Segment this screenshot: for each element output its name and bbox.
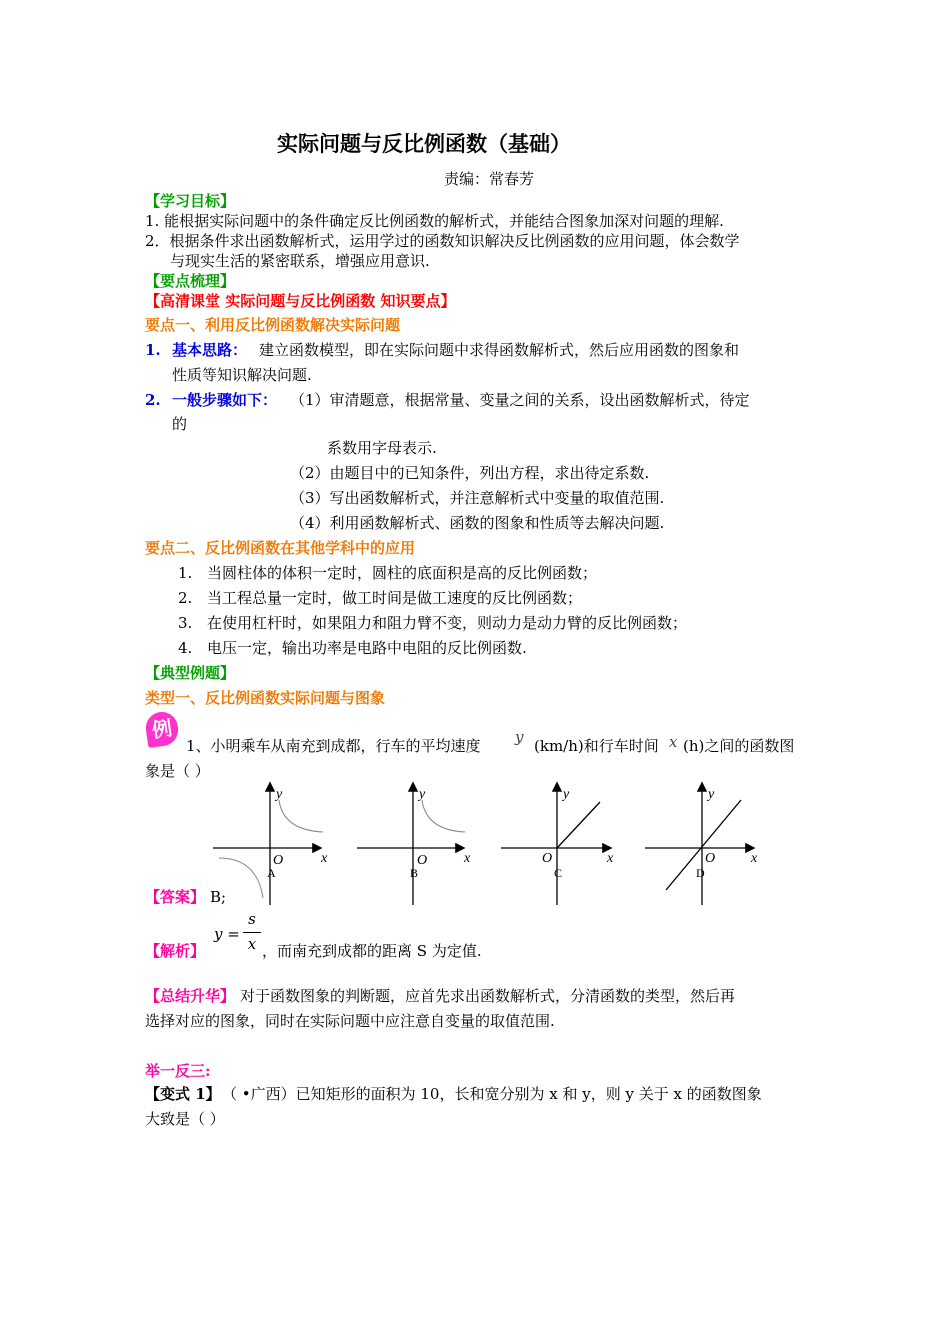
- app-item-1-text: 当圆柱体的体积一定时，圆柱的底面积是高的反比例函数；: [207, 564, 598, 582]
- app-item-4-num: 4.: [178, 639, 193, 657]
- graph-b-curve: [422, 800, 465, 832]
- keypoints-heading: 【要点梳理】: [145, 272, 236, 290]
- variant-label: 【变式 1】: [145, 1085, 221, 1103]
- objective-item-1: 1. 能根据实际问题中的条件确定反比例函数的解析式，并能结合图象加深对问题的理解.: [145, 212, 724, 230]
- graph-c-label: C: [554, 866, 563, 880]
- basic-text-line2: 性质等知识解决问题.: [172, 366, 312, 384]
- q1-var-x: x: [669, 733, 678, 751]
- graph-a[interactable]: [213, 784, 328, 905]
- summary-label: 【总结升华】: [145, 987, 236, 1005]
- step1-line2: 的: [172, 415, 188, 433]
- basic-num: 1.: [145, 341, 161, 359]
- analysis-text: ，而南充到成都的距离 S 为定值.: [262, 942, 482, 960]
- editor-line: 责编：常春芳: [444, 170, 535, 188]
- formula-numerator: s: [248, 910, 256, 928]
- graph-d-x: x: [751, 851, 758, 866]
- q1-suffix: (h)之间的函数图: [683, 737, 795, 755]
- graph-c[interactable]: [501, 784, 614, 905]
- graph-c-line: [557, 802, 600, 848]
- graph-c-origin: O: [542, 851, 553, 866]
- steps-label: 一般步骤如下：: [172, 391, 278, 409]
- graph-b-y: y: [419, 787, 426, 802]
- video-label: 【高清课堂 实际问题与反比例函数 知识要点】: [145, 292, 456, 310]
- graph-a-curve-q1: [279, 800, 323, 832]
- graph-a-label: A: [267, 866, 276, 880]
- graph-a-x: x: [321, 851, 328, 866]
- type1-heading: 类型一、反比例函数实际问题与图象: [145, 689, 386, 707]
- app-item-1-num: 1.: [178, 564, 193, 582]
- graph-d-y: y: [708, 787, 715, 802]
- formula-bar: [243, 932, 261, 933]
- objective-item-2-line2: 与现实生活的紧密联系，增强应用意识.: [170, 252, 430, 270]
- graph-a-origin: O: [273, 853, 284, 868]
- app-item-3-text: 在使用杠杆时，如果阻力和阻力臂不变，则动力是动力臂的反比例函数；: [207, 614, 688, 632]
- basic-text-line1: 建立函数模型，即在实际问题中求得函数解析式，然后应用函数的图象和: [259, 341, 740, 359]
- graph-d-origin: O: [705, 851, 716, 866]
- page-title: 实际问题与反比例函数（基础）: [277, 131, 571, 156]
- q1-line2: 象是（ ）: [145, 762, 210, 780]
- q1-prefix: 1、小明乘车从南充到成都，行车的平均速度: [186, 737, 481, 755]
- step3: （3）写出函数解析式，并注意解析式中变量的取值范围.: [290, 489, 665, 507]
- step1-line1: （1）审清题意，根据常量、变量之间的关系，设出函数解析式，待定: [290, 391, 750, 409]
- step1-line3: 系数用字母表示.: [327, 439, 437, 457]
- answer-value: B;: [210, 888, 227, 906]
- graph-d[interactable]: [645, 784, 758, 905]
- objective-item-2-line1: 2．根据条件求出函数解析式，运用学过的函数知识解决反比例函数的应用问题，体会数学: [145, 232, 740, 250]
- example-badge-icon: 例: [144, 710, 180, 748]
- formula-lhs: y =: [214, 925, 240, 943]
- formula-denominator: x: [247, 935, 257, 953]
- point2-heading: 要点二、反比例函数在其他学科中的应用: [145, 539, 416, 557]
- practice-heading: 举一反三:: [145, 1062, 211, 1080]
- graph-c-y: y: [563, 787, 570, 802]
- graph-c-x: x: [607, 851, 614, 866]
- basic-label: 基本思路：: [172, 341, 248, 359]
- graph-d-label: D: [696, 866, 705, 880]
- variant-line1: （ •广西）已知矩形的面积为 10，长和宽分别为 x 和 y，则 y 关于 x 的函数图象: [222, 1085, 762, 1103]
- point1-heading: 要点一、利用反比例函数解决实际问题: [145, 316, 401, 334]
- analysis-label: 【解析】: [145, 942, 206, 960]
- graph-a-y: y: [276, 787, 283, 802]
- answer-label: 【答案】: [145, 888, 206, 906]
- graph-b-label: B: [410, 866, 419, 880]
- app-item-2-text: 当工程总量一定时，做工时间是做工速度的反比例函数；: [207, 589, 583, 607]
- graph-b[interactable]: [357, 784, 471, 905]
- q1-var-y: y: [515, 728, 524, 746]
- app-item-2-num: 2.: [178, 589, 193, 607]
- graph-b-x: x: [464, 851, 471, 866]
- graph-b-origin: O: [417, 853, 428, 868]
- summary-line2: 选择对应的图象，同时在实际问题中应注意自变量的取值范围.: [145, 1012, 555, 1030]
- step2: （2）由题目中的已知条件，列出方程，求出待定系数.: [290, 464, 650, 482]
- app-item-4-text: 电压一定，输出功率是电路中电阻的反比例函数.: [207, 639, 527, 657]
- examples-heading: 【典型例题】: [145, 664, 236, 682]
- app-item-3-num: 3.: [178, 614, 193, 632]
- steps-num: 2.: [145, 391, 161, 409]
- option-graphs: [205, 780, 805, 910]
- q1-mid: (km/h)和行车时间: [534, 737, 659, 755]
- objectives-heading: 【学习目标】: [145, 192, 236, 210]
- step4: （4）利用函数解析式、函数的图象和性质等去解决问题.: [290, 514, 665, 532]
- summary-line1: 对于函数图象的判断题，应首先求出函数解析式，分清函数的类型，然后再: [240, 987, 736, 1005]
- variant-line2: 大致是（ ）: [145, 1110, 225, 1128]
